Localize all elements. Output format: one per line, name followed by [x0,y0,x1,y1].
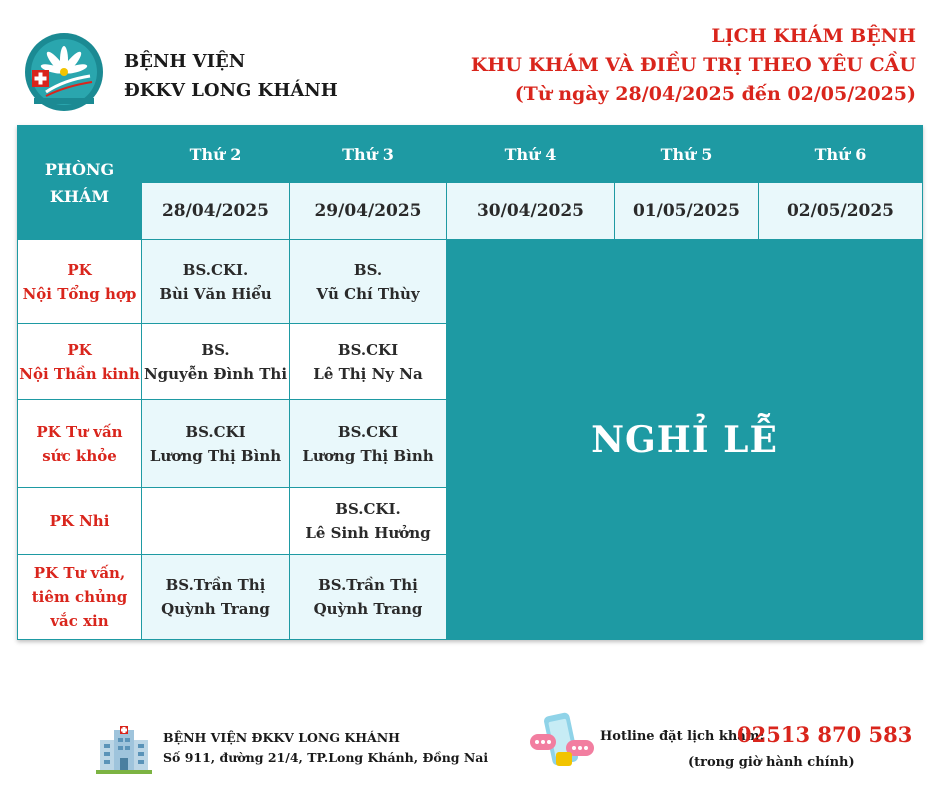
doctor-line: Nguyễn Đình Thi [143,364,288,383]
table-row [18,240,923,324]
doctor-line: BS.CKI. [182,260,249,279]
doctor-line: BS. [353,260,383,279]
hospital-name [124,47,338,105]
doctor-line: BS.CKI [337,422,399,441]
room-name [18,400,142,488]
title-line1: LỊCH KHÁM BỆNH [711,25,916,47]
room-line: sức khỏe [42,446,117,465]
doctor-line: Lương Thị Bình [302,446,434,465]
hotline-note: (trong giờ hành chính) [688,755,855,770]
room-line: PK [67,340,92,359]
doctor-line: BS.Trần Thị [318,576,418,594]
doctor-line: BS.Trần Thị [165,576,266,594]
doctor-cell [290,488,447,555]
doctor-line: BS.CKI [185,422,246,441]
doctor-line: Lê Sinh Hưởng [305,524,431,542]
doctor-line: Quỳnh Trang [313,600,423,618]
hospital-building-icon [96,726,152,774]
phone-chat-icon [528,712,598,774]
hotline-label: Hotline đặt lịch khám: [600,729,765,744]
hotline-number[interactable]: 02513 870 583 [737,722,913,747]
doctor-cell [142,555,290,640]
weekday-header: Thứ 4 [447,126,615,183]
doctor-line: BS. [201,340,230,359]
doctor-cell [142,324,290,400]
hospital-name-line1: BỆNH VIỆN [124,51,246,72]
room-line: PK Tư vấn, [33,564,126,582]
doctor-line: BS.CKI. [335,500,401,518]
date-cell: 30/04/2025 [447,183,615,240]
room-line: PK Nhi [49,512,110,530]
weekday-header: Thứ 3 [290,126,447,183]
room-name [18,555,142,640]
room-header [18,126,142,240]
doctor-line: Lương Thị Bình [149,446,282,465]
title-line3: (Từ ngày 28/04/2025 đến 02/05/2025) [514,83,916,105]
hospital-name-line2: ĐKKV LONG KHÁNH [124,80,338,101]
doctor-cell [142,240,290,324]
schedule-table [17,125,923,640]
weekday-header: Thứ 6 [759,126,923,183]
date-cell: 28/04/2025 [142,183,290,240]
title-line2: KHU KHÁM VÀ ĐIỀU TRỊ THEO YÊU CẦU [470,54,916,76]
date-cell: 29/04/2025 [290,183,447,240]
room-header-line1: PHÒNG [44,159,115,179]
room-name [18,240,142,324]
room-name [18,324,142,400]
doctor-line: Bùi Văn Hiểu [159,284,272,303]
doctor-line: Lê Thị Ny Na [313,364,423,383]
date-cell: 01/05/2025 [615,183,759,240]
date-cell: 02/05/2025 [759,183,923,240]
doctor-line: BS.CKI [337,340,399,359]
room-name [18,488,142,555]
room-line: Nội Thần kinh [19,364,140,383]
doctor-cell [290,324,447,400]
room-line: PK Tư vấn [36,422,123,441]
doctor-cell [290,400,447,488]
schedule-title [471,22,916,109]
doctor-line: Vũ Chí Thùy [316,284,420,303]
holiday-cell: NGHỈ LỄ [447,240,923,640]
doctor-line: Quỳnh Trang [161,600,270,618]
room-line: PK [67,260,92,279]
room-line: vắc xin [50,612,109,630]
weekday-header: Thứ 5 [615,126,759,183]
doctor-cell [290,555,447,640]
doctor-cell [290,240,447,324]
room-header-line2: KHÁM [49,186,110,206]
footer-address: Số 911, đường 21/4, TP.Long Khánh, Đồng Nai [163,750,489,765]
weekday-header: Thứ 2 [142,126,290,183]
room-line: Nội Tổng hợp [22,284,137,303]
doctor-cell [142,400,290,488]
footer-hospital-name: BỆNH VIỆN ĐKKV LONG KHÁNH [163,730,400,745]
hospital-logo-icon [24,32,104,112]
room-line: tiêm chủng [31,588,128,606]
doctor-cell-empty [142,488,290,555]
